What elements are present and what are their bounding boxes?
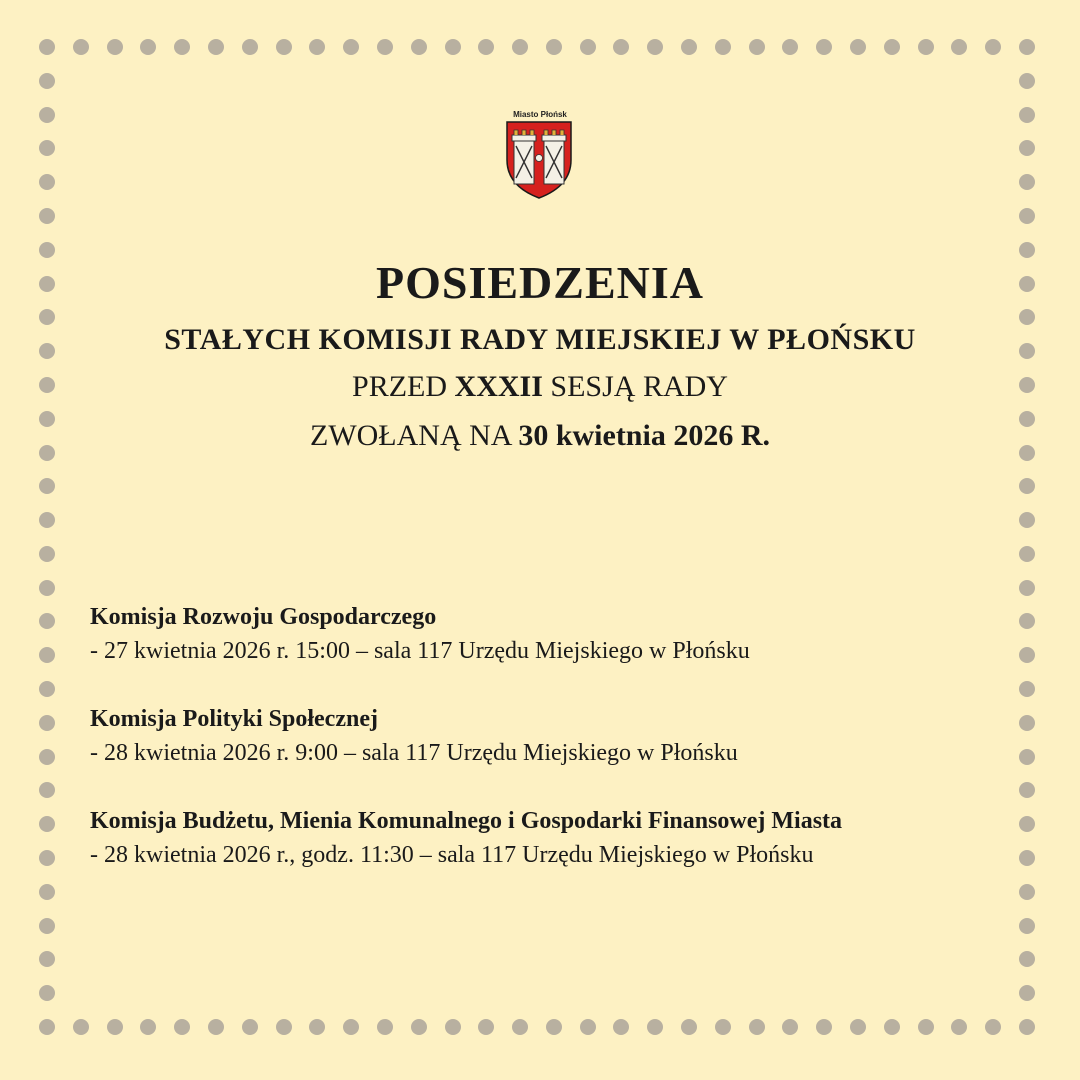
meeting-details: - 28 kwietnia 2026 r. 9:00 – sala 117 Urzędu Miejskiego w Płońsku [90,740,738,766]
border-dot [580,39,596,55]
crest-caption: Miasto Płońsk [513,110,567,119]
meeting-name: Komisja Budżetu, Mienia Komunalnego i Gospodarki Finansowej Miasta [90,808,843,834]
border-dot [242,1019,258,1035]
page-title: POSIEDZENIA [376,257,704,308]
meetings-list [90,600,1040,906]
border-dot [715,39,731,55]
border-dot [174,39,190,55]
border-dot [39,884,55,900]
border-dot [1019,478,1035,494]
border-dot [107,39,123,55]
border-dot [39,647,55,663]
border-dot [918,39,934,55]
border-dot [39,749,55,765]
border-dot [884,39,900,55]
session-line-suffix: SESJĄ RADY [550,370,728,403]
border-dot [951,39,967,55]
border-dot [208,39,224,55]
border-dot [613,1019,629,1035]
border-dot [613,39,629,55]
border-dot [39,73,55,89]
border-dot [39,985,55,1001]
border-dot [478,1019,494,1035]
border-dot [1019,1019,1035,1035]
border-dot [445,1019,461,1035]
border-dot [174,1019,190,1035]
border-dot [1019,39,1035,55]
session-line [40,370,1040,404]
session-date-prefix: ZWOŁANĄ NA [310,419,511,452]
border-dot [1019,174,1035,190]
session-line-prefix: PRZED [352,370,448,403]
border-dot [985,39,1001,55]
border-dot [1019,107,1035,123]
border-dot [580,1019,596,1035]
session-number: XXXII [454,370,543,403]
border-dot [411,1019,427,1035]
border-dot [1019,546,1035,562]
border-dot [1019,951,1035,967]
border-dot [681,39,697,55]
border-dot [276,39,292,55]
border-dot [1019,512,1035,528]
border-dot [478,39,494,55]
border-dot [816,1019,832,1035]
border-dot [208,1019,224,1035]
border-dot [39,580,55,596]
border-dot [377,39,393,55]
border-dot [546,39,562,55]
border-dot [951,1019,967,1035]
border-dot [39,782,55,798]
border-dot [782,39,798,55]
city-crest-icon [503,108,575,200]
border-dot [512,39,528,55]
border-dot [918,1019,934,1035]
border-dot [884,1019,900,1035]
border-dot [242,39,258,55]
border-dot [309,39,325,55]
border-dot [39,951,55,967]
list-item [90,702,1040,770]
border-dot [39,613,55,629]
border-dot [343,1019,359,1035]
border-dot [39,107,55,123]
border-dot [1019,140,1035,156]
page-subtitle: STAŁYCH KOMISJI RADY MIEJSKIEJ W PŁOŃSKU [164,323,916,356]
border-dot [39,546,55,562]
border-dot [39,174,55,190]
border-dot [343,39,359,55]
border-dot [749,39,765,55]
border-dot [850,1019,866,1035]
border-dot [39,1019,55,1035]
border-dot [1019,580,1035,596]
border-dot [782,1019,798,1035]
meeting-details: - 27 kwietnia 2026 r. 15:00 – sala 117 Urzędu Miejskiego w Płońsku [90,638,750,664]
border-dot [1019,918,1035,934]
border-dot [140,39,156,55]
border-dot [39,140,55,156]
list-item [90,804,1040,872]
border-dot [749,1019,765,1035]
border-dot [39,39,55,55]
border-dot [39,816,55,832]
border-dot [39,478,55,494]
session-date-line [40,419,1040,453]
meeting-name: Komisja Rozwoju Gospodarczego [90,604,437,630]
meeting-details: - 28 kwietnia 2026 r., godz. 11:30 – sala 117 Urzędu Miejskiego w Płońsku [90,842,814,868]
meeting-name: Komisja Polityki Społecznej [90,706,378,732]
border-dot [39,850,55,866]
border-dot [39,208,55,224]
border-dot [309,1019,325,1035]
border-dot [39,715,55,731]
border-dot [647,39,663,55]
border-dot [1019,985,1035,1001]
border-dot [512,1019,528,1035]
border-dot [1019,73,1035,89]
border-dot [107,1019,123,1035]
border-dot [39,918,55,934]
border-dot [715,1019,731,1035]
border-dot [276,1019,292,1035]
border-dot [73,1019,89,1035]
border-dot [73,39,89,55]
border-dot [546,1019,562,1035]
border-dot [39,512,55,528]
border-dot [985,1019,1001,1035]
border-dot [411,39,427,55]
border-dot [377,1019,393,1035]
border-dot [1019,208,1035,224]
border-dot [647,1019,663,1035]
border-dot [445,39,461,55]
border-dot [39,681,55,697]
session-date: 30 kwietnia 2026 R. [518,419,770,452]
tower-right [542,130,566,184]
tower-left [512,130,536,184]
border-dot [850,39,866,55]
border-dot [140,1019,156,1035]
border-dot [816,39,832,55]
border-dot [681,1019,697,1035]
list-item [90,600,1040,668]
